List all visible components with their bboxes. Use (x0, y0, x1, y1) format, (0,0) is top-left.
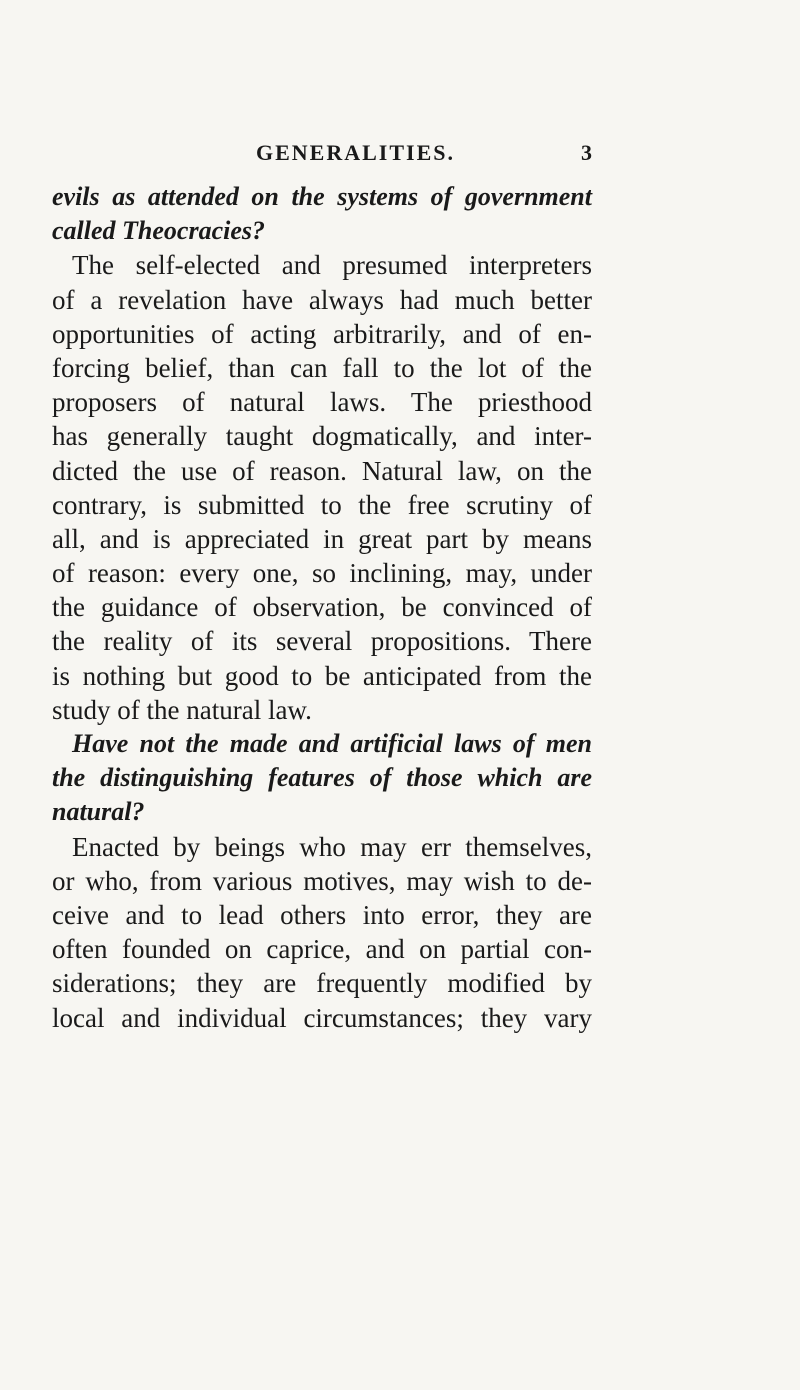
text-line: or who, from various motives, may wish to de- (52, 865, 592, 896)
text-line: is nothing but good to be anticipated from the (52, 660, 592, 691)
text-line: called Theocracies? (52, 216, 265, 246)
text-line: The self-elected and presumed interpreters (72, 250, 592, 281)
page-number: 3 (581, 140, 592, 165)
text-line: has generally taught dogmatically, and inter- (52, 421, 592, 452)
text-line: often founded on caprice, and on partial con- (52, 934, 592, 965)
page-header (52, 140, 592, 180)
text-line: forcing belief, than can fall to the lot of the (52, 352, 592, 383)
text-line: dicted the use of reason. Natural law, on the (52, 455, 592, 486)
text-line: of reason: every one, so inclining, may, under (52, 558, 592, 589)
text-line: Have not the made and artificial laws of men (72, 729, 592, 758)
body-text (52, 180, 592, 1035)
text-line: ceive and to lead others into error, they are (52, 899, 592, 930)
text-line: siderations; they are frequently modified by (52, 968, 592, 999)
text-line: of a revelation have always had much better (52, 284, 592, 315)
text-line: natural? (52, 797, 145, 827)
text-line: evils as attended on the systems of government (52, 182, 592, 211)
text-line: Enacted by beings who may err themselves, (72, 831, 592, 862)
text-line: opportunities of acting arbitrarily, and of en- (52, 318, 592, 349)
text-line: the distinguishing features of those which are (52, 763, 592, 793)
text-line: proposers of natural laws. The priesthood (52, 387, 592, 418)
text-line: the guidance of observation, be convinced of (52, 592, 592, 623)
text-line: local and individual circumstances; they vary (52, 1002, 592, 1033)
text-line: contrary, is submitted to the free scrutiny of (52, 489, 592, 520)
running-head: GENERALITIES. (256, 140, 456, 165)
text-line: all, and is appreciated in great part by means (52, 523, 592, 554)
text-line: the reality of its several propositions. There (52, 626, 592, 657)
text-line: study of the natural law. (52, 694, 312, 725)
